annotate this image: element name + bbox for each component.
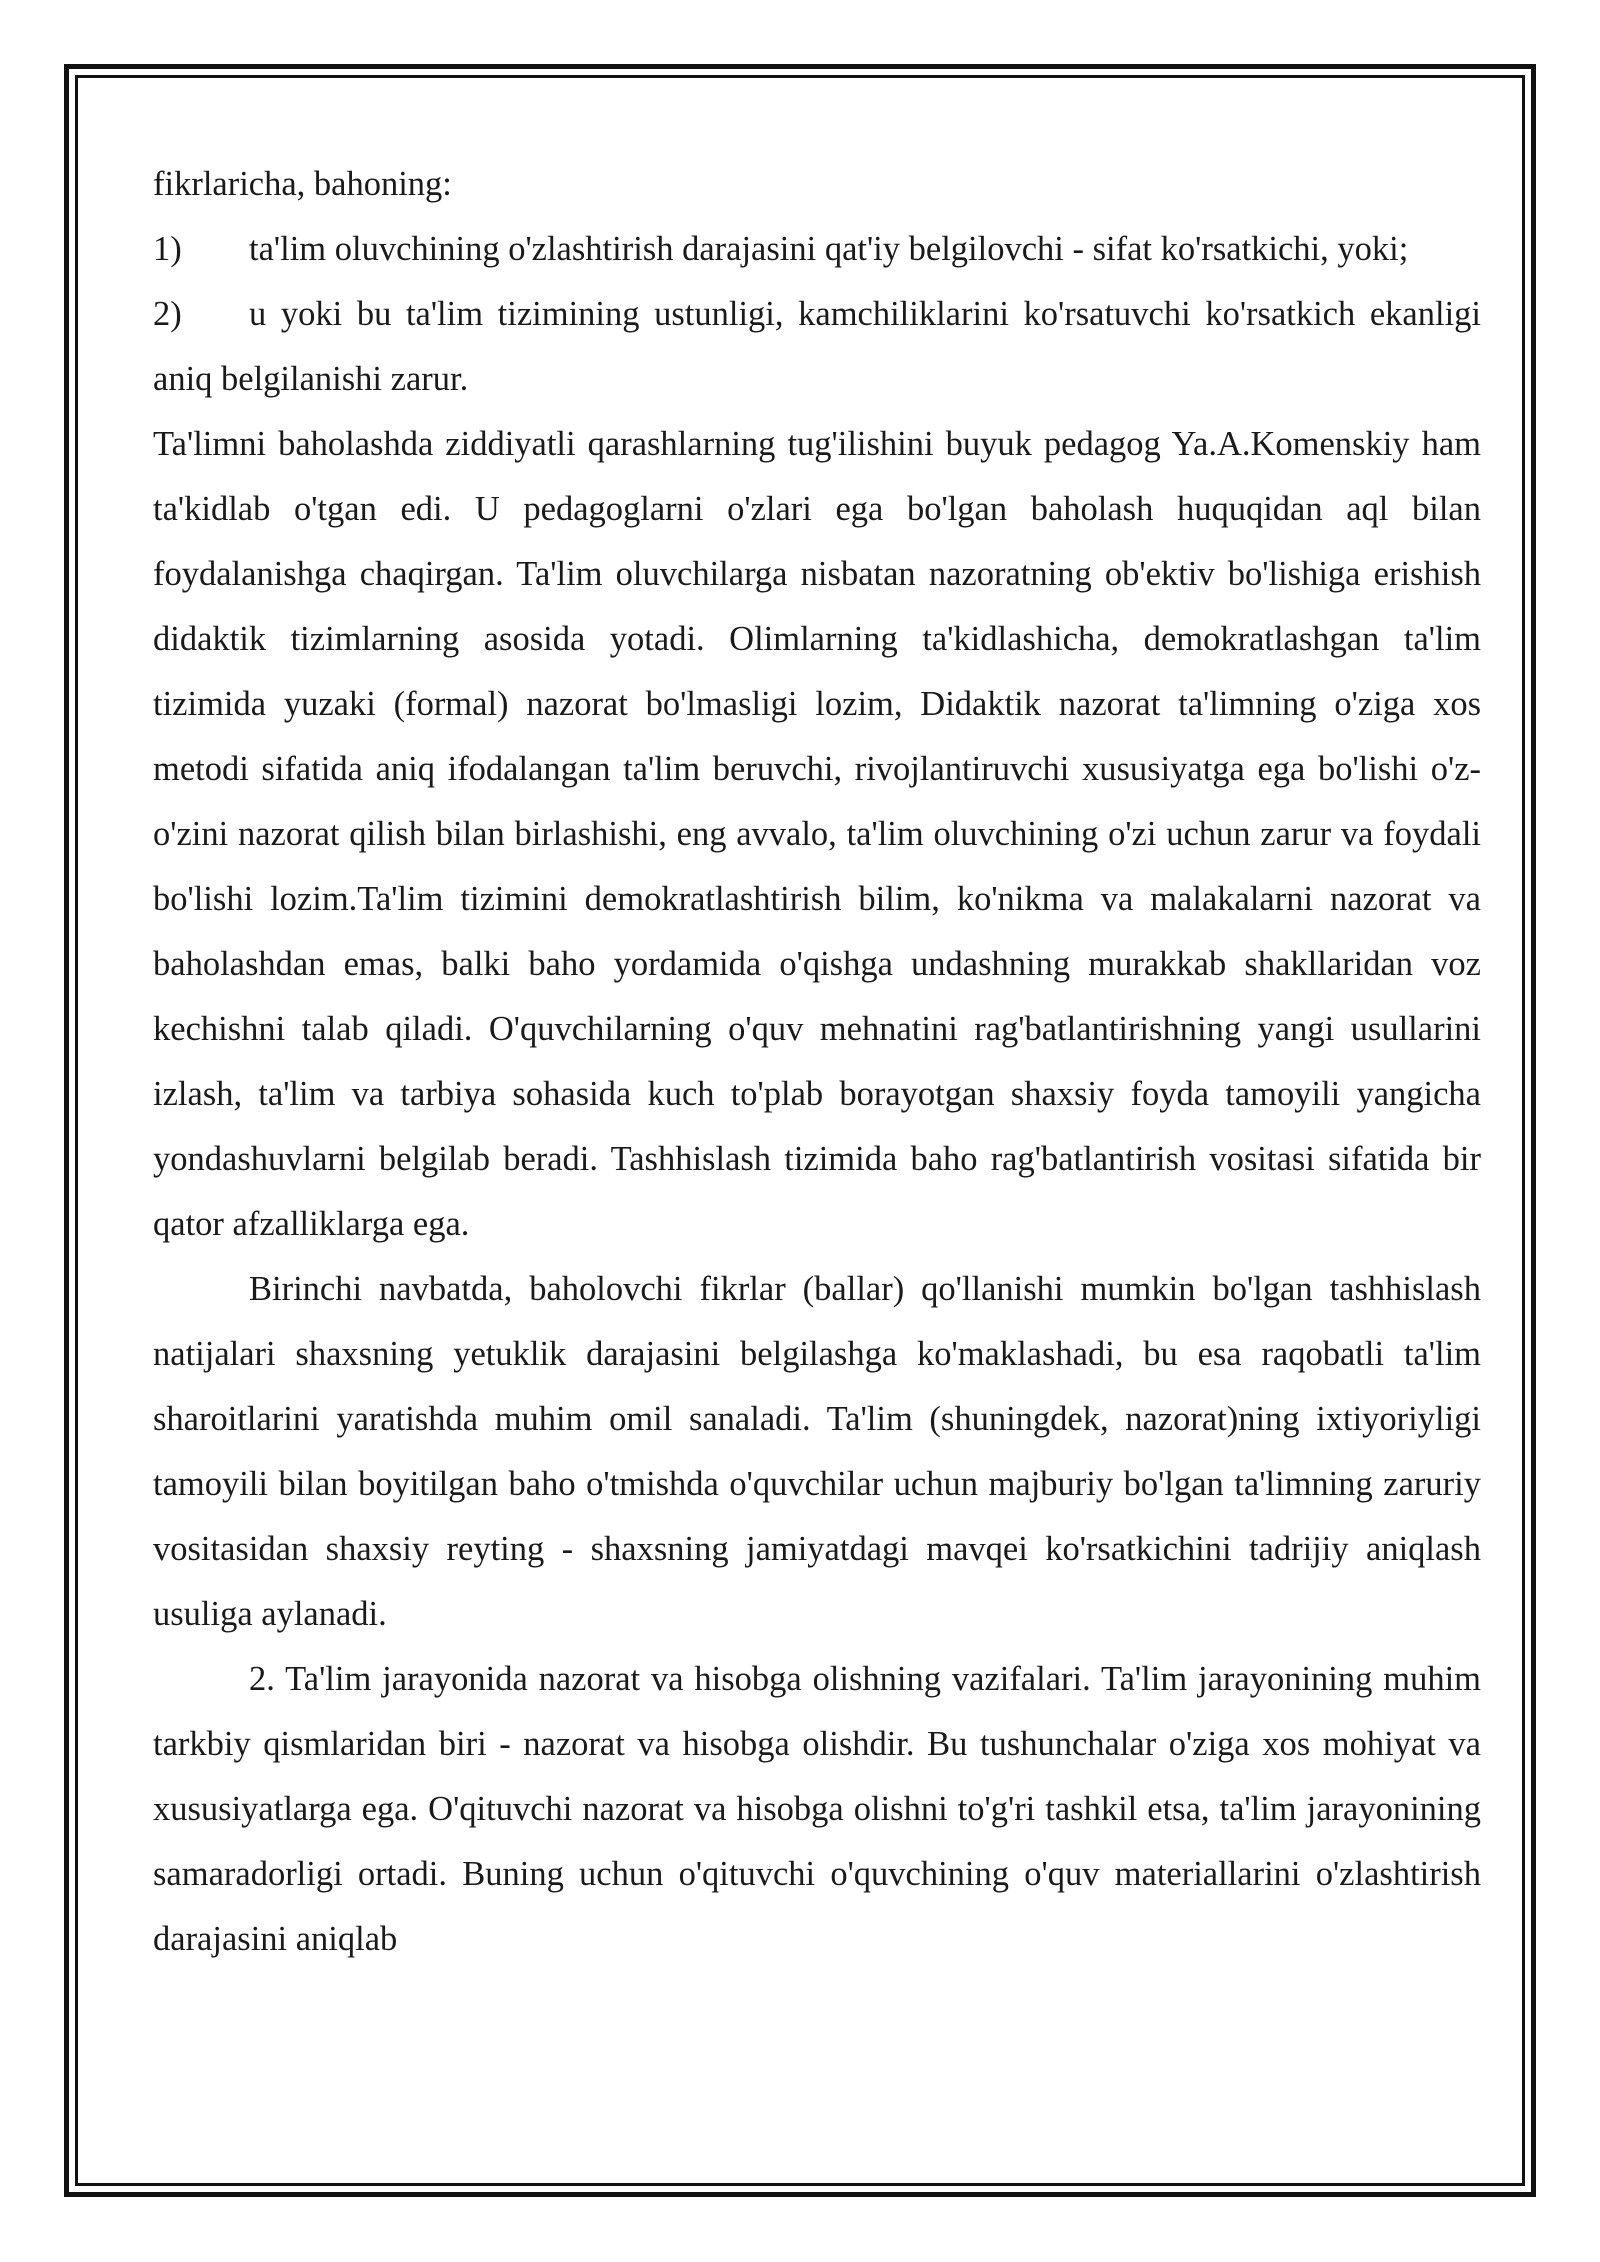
intro-line: fikrlaricha, bahoning: [153, 165, 452, 203]
list-text-1: ta'lim oluvchining o'zlashtirish darajasini qat'iy belgilovchi - sifat ko'rsatkichi, yoki; [249, 230, 1409, 268]
paragraph-komenskiy: Ta'limni baholashda ziddiyatli qarashlarning tug'ilishini buyuk pedagog Ya.A.Komenskiy ham ta'kidlab o'tgan edi. U pedagoglarni o'zlari ega bo'lgan baholash huquqidan aql bilan foydalanishga chaqirgan. Ta'lim oluvchilarga nisbatan nazoratning ob'ektiv bo'lishiga erishish didaktik tizimlarning asosida yotadi. Olimlarning ta'kidlashicha, demokratlashgan ta'lim tizimida yuzaki (formal) nazorat bo'lmasligi lozim, Didaktik nazorat ta'limning o'ziga xos metodi sifatida aniq ifodalangan ta'lim beruvchi, rivojlantiruvchi xususiyatga ega bo'lishi o'z-o'zini nazorat qilish bilan birlashishi, eng avvalo, ta'lim oluvchining o'zi uchun zarur va foydali bo'lishi lozim.Ta'lim tizimini demokratlashtirish bilim, ko'nikma va malakalarni nazorat va baholashdan emas, balki baho yordamida o'qishga undashning murakkab shakllaridan voz kechishni talab qiladi. O'quvchilarning o'quv mehnatini rag'batlantirishning yangi usullarini izlash, ta'lim va tarbiya sohasida kuch to'plab borayotgan shaxsiy foyda tamoyili yangicha yondashuvlarni belgilab beradi. Tashhislash tizimida baho rag'batlantirish vositasi sifatida bir qator afzalliklarga ega. [153, 425, 1481, 1243]
paragraph-birinchi: Birinchi navbatda, baholovchi fikrlar (ballar) qo'llanishi mumkin bo'lgan tashhislash natijalari shaxsning yetuklik darajasini belgilashga ko'maklashadi, bu esa raqobatli ta'lim sharoitlarini yaratishda muhim omil sanaladi. Ta'lim (shuningdek, nazorat)ning ixtiyoriyligi tamoyili bilan boyitilgan baho o'tmishda o'quvchilar uchun majburiy bo'lgan ta'limning zaruriy vositasidan shaxsiy reyting - shaxsning jamiyatdagi mavqei ko'rsatkichini tadrijiy aniqlash usuliga aylanadi. [153, 1270, 1481, 1633]
list-number-1: 1) [153, 230, 182, 268]
list-number-2: 2) [153, 295, 182, 333]
paragraph-nazorat-vazifalari: 2. Ta'lim jarayonida nazorat va hisobga olishning vazifalari. Ta'lim jarayonining muhim tarkbiy qismlaridan biri - nazorat va hisobga olishdir. Bu tushunchalar o'ziga xos mohiyat va xususiyatlarga ega. O'qituvchi nazorat va hisobga olishni to'g'ri tashkil etsa, ta'lim jarayonining samaradorligi ortadi. Buning uchun o'qituvchi o'quvchining o'quv materiallarini o'zlashtirish darajasini aniqlab [153, 1660, 1481, 1958]
list-item-2 [153, 282, 1481, 412]
list-item-1 [153, 217, 1481, 282]
document-body [153, 152, 1481, 1972]
list-text-2: u yoki bu ta'lim tizimining ustunligi, kamchiliklarini ko'rsatuvchi ko'rsatkich ekanligi aniq belgilanishi zarur. [153, 295, 1481, 398]
